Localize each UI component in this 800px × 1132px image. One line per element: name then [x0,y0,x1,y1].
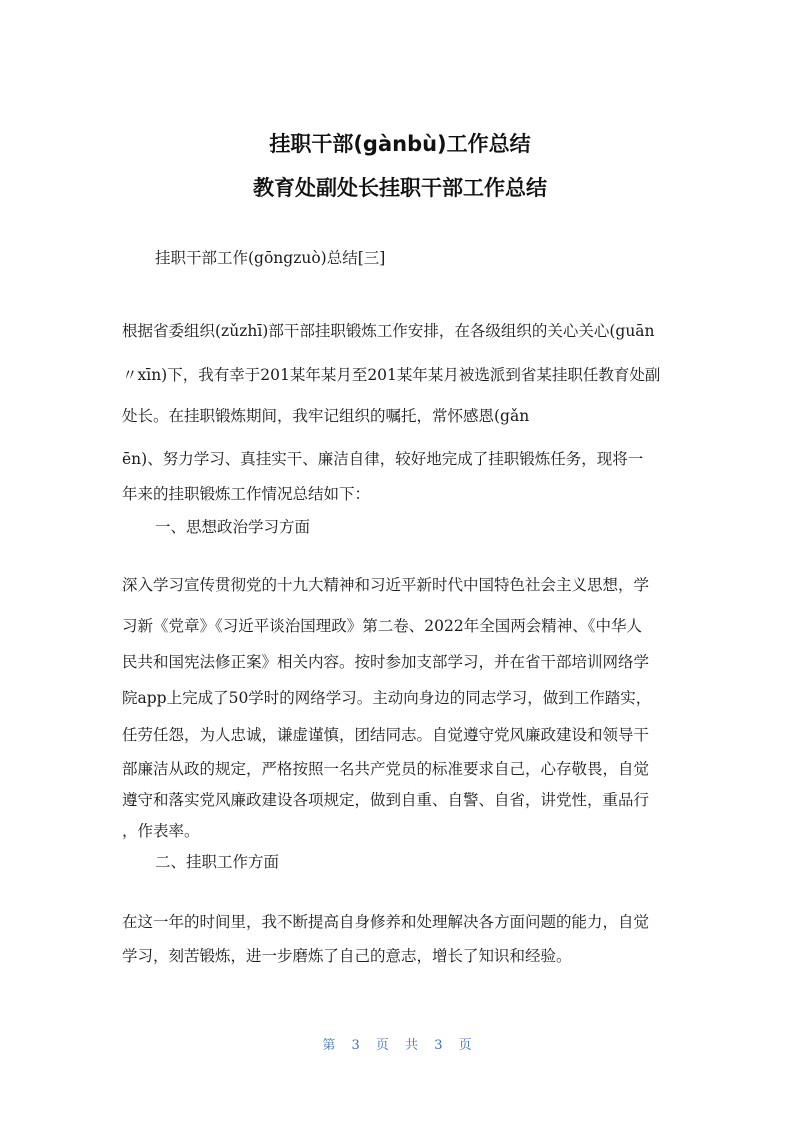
section-heading: 一、思想政治学习方面 [155,518,311,536]
paragraph-line: 根据省委组织(zǔzhī)部干部挂职锻炼工作安排，在各级组织的关心关心(guān [122,322,655,340]
paragraph-line: 在这一年的时间里，我不断提高自身修养和处理解决各方面问题的能力，自觉 [122,913,650,931]
section-subheading: 挂职干部工作(gōngzuò)总结[三] [155,249,386,267]
paragraph-line: 遵守和落实党风廉政建设各项规定，做到自重、自警、自省，讲党性，重品行 [122,791,650,809]
paragraph-line: 习新《党章》《习近平谈治国理政》第二卷、2022年全国两会精神、《中华人 [122,617,642,635]
paragraph-line: 深入学习宣传贯彻党的十九大精神和习近平新时代中国特色社会主义思想，学 [122,576,650,594]
page-number-footer: 第 3 页 共 3 页 [322,1038,478,1053]
paragraph-line: 处长。在挂职锻炼期间，我牢记组织的嘱托，常怀感恩(gǎn [122,407,530,425]
paragraph-line: 院app上完成了50学时的网络学习。主动向身边的同志学习，做到工作踏实， [122,689,652,707]
paragraph-line: 民共和国宪法修正案》相关内容。按时参加支部学习，并在省干部培训网络学 [122,653,650,671]
paragraph-line: 〃xīn)下，我有幸于201某年某月至201某年某月被选派到省某挂职任教育处副 [122,366,661,384]
section-heading: 二、挂职工作方面 [155,853,280,871]
document-title: 挂职干部(gànbù)工作总结 [269,132,531,156]
paragraph-line: 部廉洁从政的规定，严格按照一名共产党员的标准要求自己，心存敬畏，自觉 [122,760,650,778]
paragraph-line: ēn)、努力学习、真挂实干、廉洁自律，较好地完成了挂职锻炼任务，现将一 [122,450,644,468]
paragraph-line: 年来的挂职锻炼工作情况总结如下： [122,485,371,503]
paragraph-line: ，作表率。 [122,822,200,840]
document-subtitle: 教育处副处长挂职干部工作总结 [253,176,547,200]
paragraph-line: 学习，刻苦锻炼，进一步磨炼了自己的意志，增长了知识和经验。 [122,947,572,965]
paragraph-line: 任劳任怨，为人忠诚，谦虚谨慎，团结同志。自觉遵守党风廉政建设和领导干 [122,726,650,744]
